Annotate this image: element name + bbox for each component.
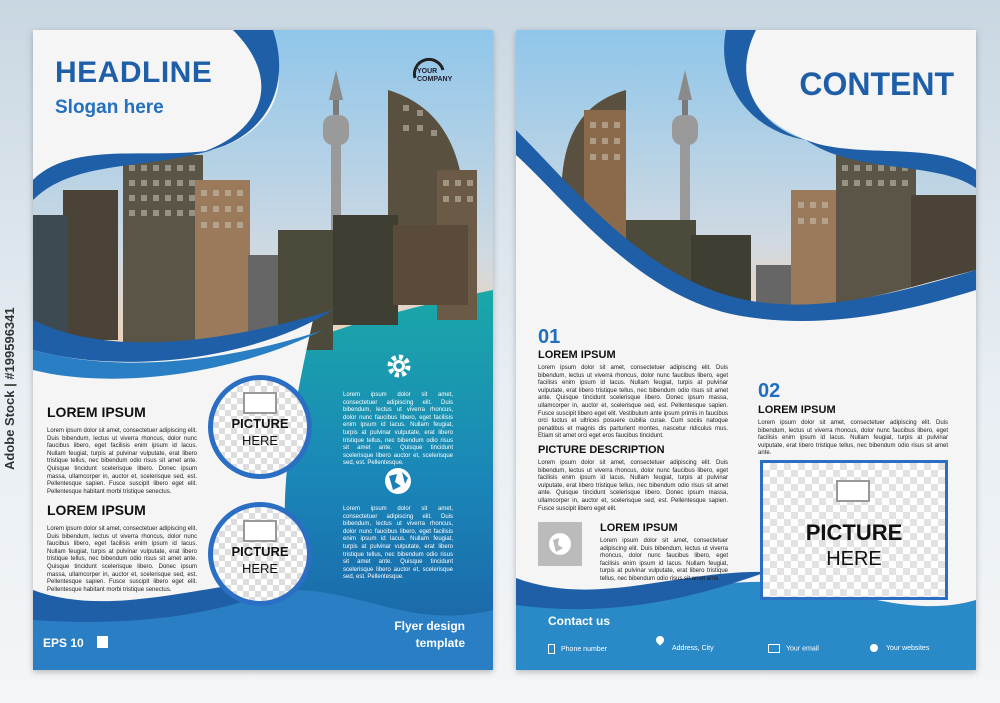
- section-body: Lorem ipsum dolor sit amet, consectetuer adipiscing elit. Duis bibendum, lectus ut viverra rhoncus, dolor nunc faucibus libero, eget facilisis enim ipsum id lacus. Nullam feugiat, turpis at pulvinar vulputate, erat libero tristique tellus, nec bibendum odio risus sit amet ante.: [758, 420, 948, 457]
- section-title: LOREM IPSUM: [47, 404, 146, 420]
- section-title: LOREM IPSUM: [600, 522, 678, 534]
- floppy-icon: [97, 636, 108, 648]
- image-icon: [243, 392, 277, 414]
- envelope-icon: [768, 644, 780, 653]
- section-title: LOREM IPSUM: [538, 349, 616, 361]
- logo-text: YOUR COMPANY: [417, 68, 453, 83]
- phone-icon: [548, 644, 555, 654]
- flyer-caption: [345, 618, 465, 652]
- contact-address-label: Address, City: [672, 644, 714, 652]
- flyer-back-page: [516, 30, 976, 670]
- picture-label-sub: HERE: [826, 548, 882, 570]
- section-body: Lorem ipsum dolor sit amet, consectetuer adipiscing elit. Duis bibendum, lectus ut viverra rhoncus, dolor nunc faucibus libero, eget facilisis enim ipsum id lacus. Nullam feugiat, turpis at pulvinar vulputate, erat libero tristique tellus, nec bibendum odio risus sit amet ante. Quisque tincidunt scelerisque libero. Donec ipsum massa, ullamcorper in, auctor et, scelerisque sed, est. Pellentesque sapien. Fusce suscipit libero eget elit. Pellentesque habitant morbi tristique senectus.: [47, 428, 197, 495]
- content-title: CONTENT: [799, 66, 954, 102]
- slogan: Slogan here: [55, 97, 164, 118]
- image-icon: [243, 520, 277, 542]
- section-body: Lorem ipsum dolor sit amet, consectetuer adipiscing elit. Duis bibendum, lectus ut viverra rhoncus, dolor nunc faucibus libero, eget facilisis enim ipsum id lacus. Nullam feugiat, turpis at pulvinar vulputate, erat libero tristique tellus, nec bibendum odio risus sit amet ante. Quisque tincidunt scelerisque libero. Donec ipsum massa, ullamcorper in, auctor et, scelerisque sed, est. Pellentesque sapien. Fusce suscipit libero eget elit. Pellentesque habitant morbi tristique senectus.: [47, 526, 197, 593]
- contact-title: Contact us: [548, 614, 611, 628]
- section-title: LOREM IPSUM: [47, 502, 146, 518]
- gear-icon: [385, 352, 413, 380]
- contact-address: [656, 636, 714, 652]
- flyer-caption-line: Flyer design: [394, 619, 465, 633]
- section-body: Lorem ipsum dolor sit amet, consectetuer adipiscing elit. Duis bibendum, lectus ut viverra rhoncus, dolor nunc faucibus libero, eget facilisis enim ipsum id lacus. Nullam feugiat, turpis at pulvinar vulputate, erat libero tristique tellus, nec bibendum odio risus sit amet ante. Quisque tincidunt scelerisque libero. Donec ipsum massa, ullamcorper in, auctor et, scelerisque sed, est. Pellentesque sapien. Fusce suscipit libero eget elit. Vestibulum ante ipsum primis in faucibus orci luctus et ultrices posuere cubilia curae. Cum sociis natoque penatibus et magnis dis parturient montes, nascetur ridiculus mus. Etiam sit amet orci eget eros faucibus tincidunt.: [538, 365, 728, 440]
- flyer-front-page: [33, 30, 493, 670]
- section-number: 02: [758, 380, 781, 402]
- section-number: 01: [538, 326, 561, 348]
- image-icon: [836, 480, 870, 502]
- eps-label: EPS 10: [43, 636, 84, 650]
- contact-email: [768, 644, 819, 653]
- section-title: PICTURE DESCRIPTION: [538, 444, 665, 456]
- globe-icon: [548, 532, 572, 556]
- location-pin-icon: [654, 634, 665, 645]
- flyer-caption-line: template: [415, 636, 465, 650]
- contact-phone-label: Phone number: [561, 645, 607, 653]
- picture-label: PICTURE: [805, 520, 903, 545]
- picture-label-sub: HERE: [241, 433, 279, 448]
- contact-phone: [548, 644, 607, 654]
- picture-label-sub: HERE: [241, 561, 279, 576]
- contact-website: [870, 644, 929, 652]
- section-title: LOREM IPSUM: [758, 404, 836, 416]
- section-body: Lorem ipsum dolor sit amet, consectetuer adipiscing elit. Duis bibendum, lectus ut viverra rhoncus, dolor nunc faucibus libero, eget facilisis enim ipsum id lacus. Nullam feugiat, turpis at pulvinar vulputate, erat libero tristique tellus, nec bibendum odio risus sit amet ante.: [600, 538, 728, 582]
- picture-label: PICTURE: [231, 544, 289, 559]
- picture-label: PICTURE: [231, 416, 289, 431]
- contact-email-label: Your email: [786, 645, 819, 653]
- headline: HEADLINE: [55, 56, 213, 89]
- section-body: Lorem ipsum dolor sit amet, consectetuer adipiscing elit. Duis bibendum, lectus ut viverra rhoncus, dolor nunc faucibus libero, eget facilisis enim ipsum id lacus. Nullam feugiat, turpis at pulvinar vulputate, erat libero tristique tellus, nec bibendum odio risus sit amet ante. Quisque tincidunt scelerisque libero. Donec ipsum massa, ullamcorper in, auctor et, scelerisque sed, est. Pellentesque sapien. Fusce suscipit libero eget elit.: [538, 460, 728, 512]
- blue-panel-text: Lorem ipsum dolor sit amet, consectetuer adipiscing elit. Duis bibendum, lectus ut viverra rhoncus, dolor nunc faucibus libero, eget facilisis enim ipsum id lacus. Nullam feugiat, turpis at pulvinar vulputate, erat libero tristique tellus, nec bibendum odio risus sit amet ante. Quisque tincidunt scelerisque libero auctor et, scelerisque sed, est. Pellentesque.: [343, 506, 453, 581]
- globe-icon: [383, 466, 413, 496]
- globe-icon: [870, 644, 878, 652]
- stock-watermark: Adobe Stock | #199596341: [2, 307, 17, 470]
- contact-website-label: Your websites: [886, 644, 930, 652]
- blue-panel-text: Lorem ipsum dolor sit amet, consectetuer adipiscing elit. Duis bibendum, lectus ut viverra rhoncus, dolor nunc faucibus libero, eget facilisis enim ipsum id lacus. Nullam feugiat, turpis at pulvinar vulputate, erat libero tristique tellus, nec bibendum odio risus sit amet ante. Quisque tincidunt scelerisque libero auctor et, scelerisque sed, est. Pellentesque.: [343, 392, 453, 467]
